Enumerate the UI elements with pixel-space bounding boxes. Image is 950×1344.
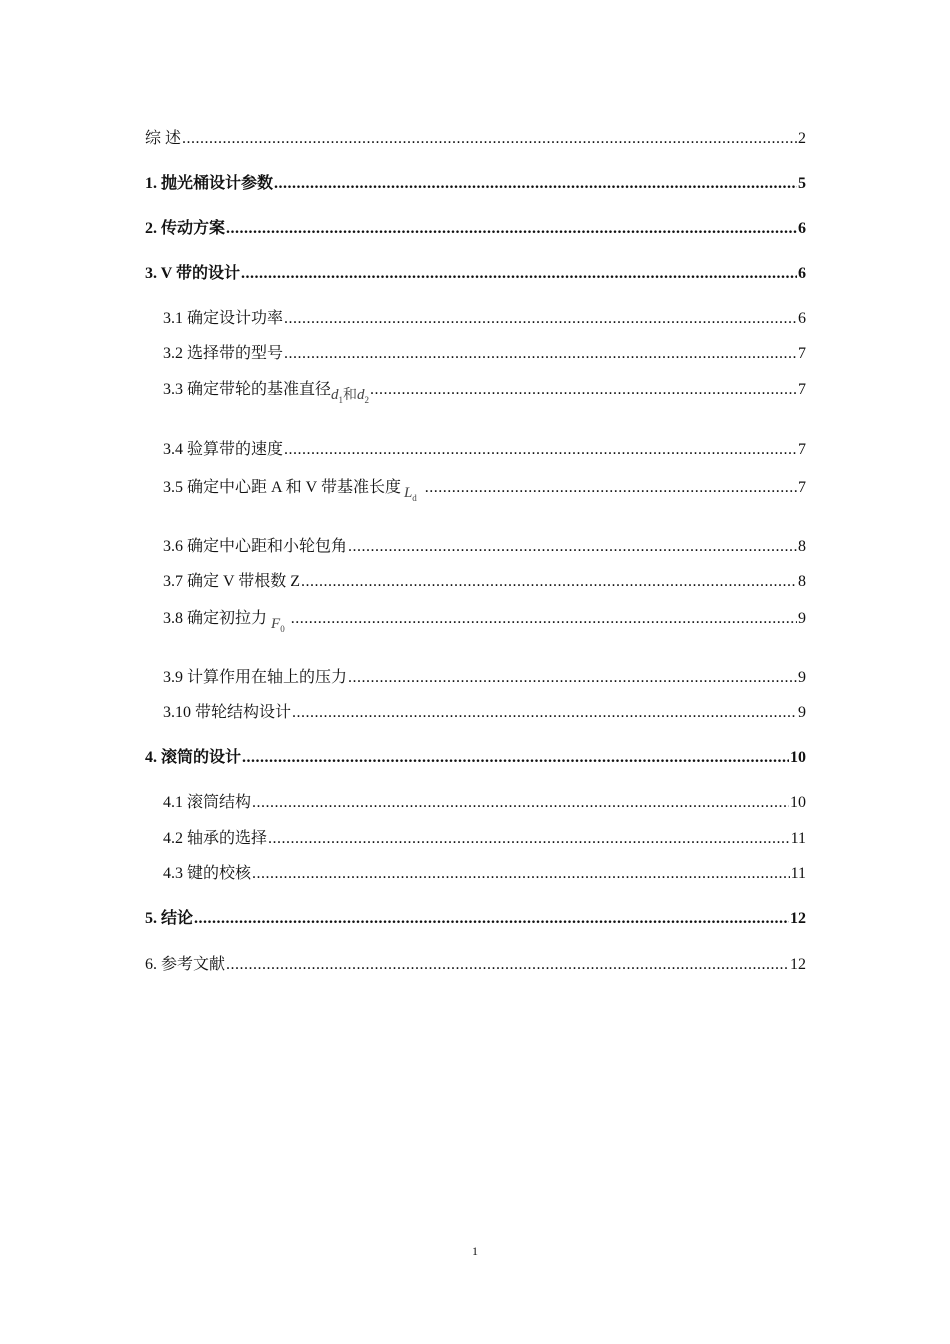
- formula-ld: $L_d$: [403, 485, 417, 503]
- toc-entry-title: 4. 滚筒的设计: [145, 749, 242, 766]
- toc-entry-page: 8: [798, 538, 806, 555]
- toc-entry-page: 9: [798, 669, 806, 686]
- toc-entry-title: 6. 参考文献: [145, 956, 226, 973]
- toc-entry-6[interactable]: [145, 951, 806, 975]
- toc-entry-page: 6: [798, 220, 806, 237]
- toc-entry-3-5[interactable]: [163, 474, 806, 503]
- page-number: 1: [472, 1244, 478, 1258]
- toc-entry-4-1[interactable]: [163, 789, 806, 813]
- toc-entry-3[interactable]: [145, 260, 806, 284]
- toc-entry-page: 12: [790, 956, 806, 973]
- toc-entry-4-3[interactable]: [163, 860, 806, 884]
- toc-entry-title: 3.1 确定设计功率: [163, 310, 284, 327]
- toc-entry-page: 5: [798, 175, 806, 192]
- toc-leader-dots: [284, 309, 797, 329]
- toc-entry-title: 5. 结论: [145, 910, 194, 927]
- toc-entry-title: 3.2 选择带的型号: [163, 345, 284, 362]
- toc-entry-title: 1. 抛光桶设计参数: [145, 175, 274, 192]
- toc-entry-page: 7: [798, 381, 806, 398]
- toc-entry-5[interactable]: [145, 905, 806, 929]
- toc-entry-3-7[interactable]: [163, 568, 806, 592]
- toc-leader-dots: [284, 344, 797, 364]
- toc-leader-dots: [182, 129, 797, 149]
- toc-leader-dots: [301, 572, 797, 592]
- toc-leader-dots: [348, 668, 797, 688]
- toc-entry-1[interactable]: [145, 170, 806, 194]
- toc-entry-title: 3. V 带的设计: [145, 265, 240, 282]
- toc-entry-page: 9: [798, 704, 806, 721]
- toc-entry-page: 2: [798, 130, 806, 147]
- toc-entry-3-3[interactable]: [163, 376, 806, 405]
- toc-entry-title: 3.4 验算带的速度: [163, 441, 284, 458]
- toc-entry-3-8[interactable]: [163, 605, 806, 634]
- formula-f0: $F_0$: [271, 616, 285, 634]
- toc-entry-title: 3.8 确定初拉力: [163, 610, 268, 627]
- toc-entry-page: 6: [798, 265, 806, 282]
- toc-entry-title: 4.2 轴承的选择: [163, 830, 268, 847]
- toc-leader-dots: [194, 909, 789, 929]
- toc-entry-title: 3.5 确定中心距 A 和 V 带基准长度: [163, 479, 401, 496]
- toc-entry-title: 4.1 滚筒结构: [163, 794, 252, 811]
- toc-leader-dots: [425, 478, 797, 498]
- toc-entry-page: 11: [790, 865, 806, 882]
- toc-leader-dots: [284, 440, 797, 460]
- toc-entry-page: 7: [798, 345, 806, 362]
- toc-leader-dots: [370, 380, 797, 400]
- toc-entry-title: 3.10 带轮结构设计: [163, 704, 292, 721]
- toc-entry-3-4[interactable]: [163, 436, 806, 460]
- toc-leader-dots: [292, 703, 797, 723]
- toc-entry-3-1[interactable]: [163, 305, 806, 329]
- toc-entry-page: 7: [798, 441, 806, 458]
- toc-entry-title: 综 述: [145, 130, 182, 147]
- toc-entry-3-2[interactable]: [163, 340, 806, 364]
- toc-entry-3-10[interactable]: [163, 699, 806, 723]
- toc-entry-page: 10: [790, 794, 806, 811]
- toc-entry-page: 6: [798, 310, 806, 327]
- formula-d1-d2: $d_1$和$d_2$: [331, 387, 370, 405]
- toc-entry-4-2[interactable]: [163, 825, 806, 849]
- toc-entry-title: 3.9 计算作用在轴上的压力: [163, 669, 348, 686]
- toc-leader-dots: [291, 609, 797, 629]
- toc-entry-page: 12: [790, 910, 806, 927]
- toc-entry-4[interactable]: [145, 744, 806, 768]
- toc-entry-page: 8: [798, 573, 806, 590]
- toc-leader-dots: [274, 174, 797, 194]
- toc-leader-dots: [226, 219, 797, 239]
- toc-entry-2[interactable]: [145, 215, 806, 239]
- toc-entry-title: 2. 传动方案: [145, 220, 226, 237]
- toc-entry-page: 9: [798, 610, 806, 627]
- toc-entry-page: 10: [790, 749, 806, 766]
- toc-leader-dots: [268, 829, 790, 849]
- toc-entry-page: 7: [798, 479, 806, 496]
- toc-leader-dots: [252, 793, 789, 813]
- toc-leader-dots: [242, 748, 789, 768]
- toc-entry-3-6[interactable]: [163, 533, 806, 557]
- toc-leader-dots: [226, 955, 789, 975]
- toc-entry-title: 3.7 确定 V 带根数 Z: [163, 573, 301, 590]
- toc-leader-dots: [348, 537, 797, 557]
- toc-leader-dots: [252, 864, 790, 884]
- toc-entry-title: 4.3 键的校核: [163, 865, 252, 882]
- toc-entry-3-9[interactable]: [163, 664, 806, 688]
- toc-entry-title: 3.3 确定带轮的基准直径: [163, 381, 332, 398]
- toc-entry-overview[interactable]: [145, 125, 806, 149]
- toc-leader-dots: [241, 264, 797, 284]
- toc-entry-page: 11: [790, 830, 806, 847]
- toc-entry-title: 3.6 确定中心距和小轮包角: [163, 538, 348, 555]
